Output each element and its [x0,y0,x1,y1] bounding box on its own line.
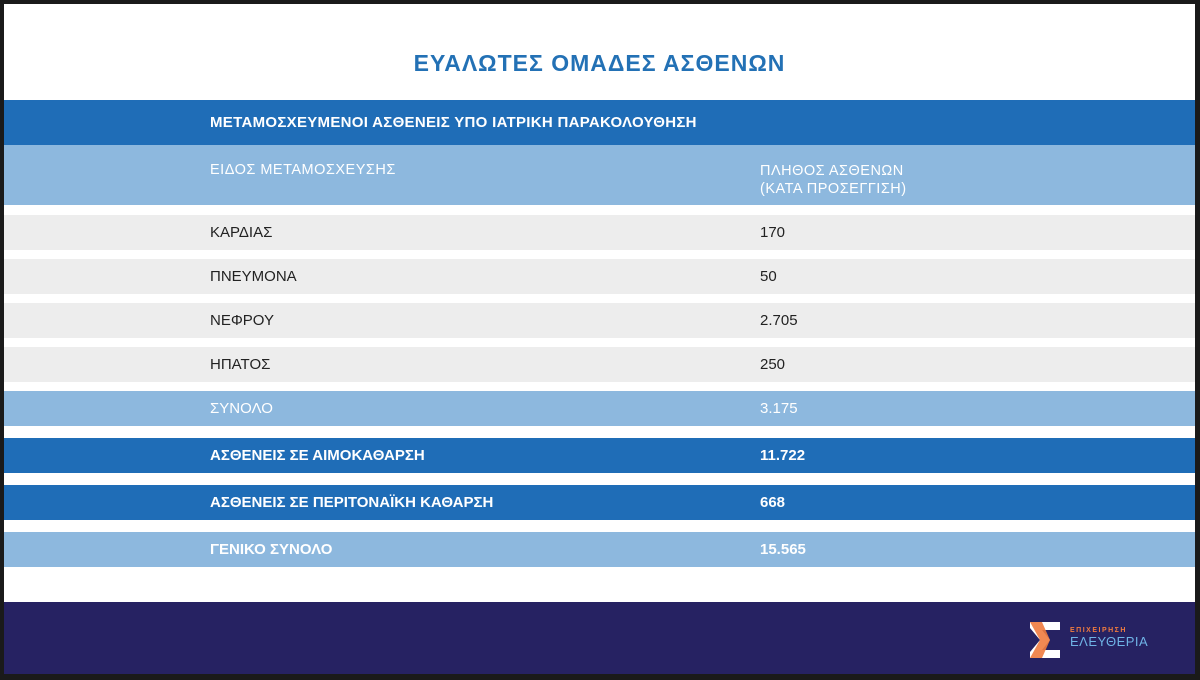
grand-total-row [4,532,1195,567]
brand-logo [1028,620,1168,660]
section-header [4,100,1195,145]
row-value: 170 [760,224,786,241]
table-row [4,215,1195,250]
peritoneal-label: ΑΣΘΕΝΕΙΣ ΣΕ ΠΕΡΙΤΟΝΑΪΚΗ ΚΑΘΑΡΣΗ [210,494,494,511]
row-label: ΚΑΡΔΙΑΣ [210,224,273,241]
slide [4,4,1195,674]
peritoneal-value: 668 [760,494,786,511]
footer-bar [4,602,1195,674]
row-value: 2.705 [760,312,798,329]
table-row [4,303,1195,338]
row-label: ΗΠΑΤΟΣ [210,356,271,373]
column-header-row [4,145,1195,205]
row-value: 50 [760,268,777,285]
column-header-count-line1: ΠΛΗΘΟΣ ΑΣΘΕΝΩΝ [760,163,904,179]
subtotal-value: 3.175 [760,400,798,417]
page-title: ΕΥΑΛΩΤΕΣ ΟΜΑΔΕΣ ΑΣΘΕΝΩΝ [413,50,786,76]
logo-text: ΕΛΕΥΘΕΡΙΑ [1070,634,1149,649]
dialysis-value: 11.722 [760,447,806,464]
row-label: ΠΝΕΥΜΟΝΑ [210,268,297,285]
logo-small-text: ΕΠΙΧΕΙΡΗΣΗ [1070,627,1127,634]
column-header-count [760,162,907,198]
peritoneal-row [4,485,1195,520]
grand-total-label: ΓΕΝΙΚΟ ΣΥΝΟΛΟ [210,541,333,558]
row-label: ΝΕΦΡΟΥ [210,312,274,329]
table-row [4,259,1195,294]
epsilon-logo-icon [1028,620,1064,660]
grand-total-value: 15.565 [760,541,806,558]
row-value: 250 [760,356,786,373]
dialysis-label: ΑΣΘΕΝΕΙΣ ΣΕ ΑΙΜΟΚΑΘΑΡΣΗ [210,447,425,464]
subtotal-row [4,391,1195,426]
column-header-type: ΕΙΔΟΣ ΜΕΤΑΜΟΣΧΕΥΣΗΣ [210,162,396,178]
column-header-count-line2: (ΚΑΤΑ ΠΡΟΣΕΓΓΙΣΗ) [760,181,907,197]
subtotal-label: ΣΥΝΟΛΟ [210,400,273,417]
dialysis-row [4,438,1195,473]
section-title: ΜΕΤΑΜΟΣΧΕΥΜΕΝΟΙ ΑΣΘΕΝΕΙΣ ΥΠΟ ΙΑΤΡΙΚΗ ΠΑΡΑΚΟΛΟΥΘΗΣΗ [210,114,697,131]
table-row [4,347,1195,382]
